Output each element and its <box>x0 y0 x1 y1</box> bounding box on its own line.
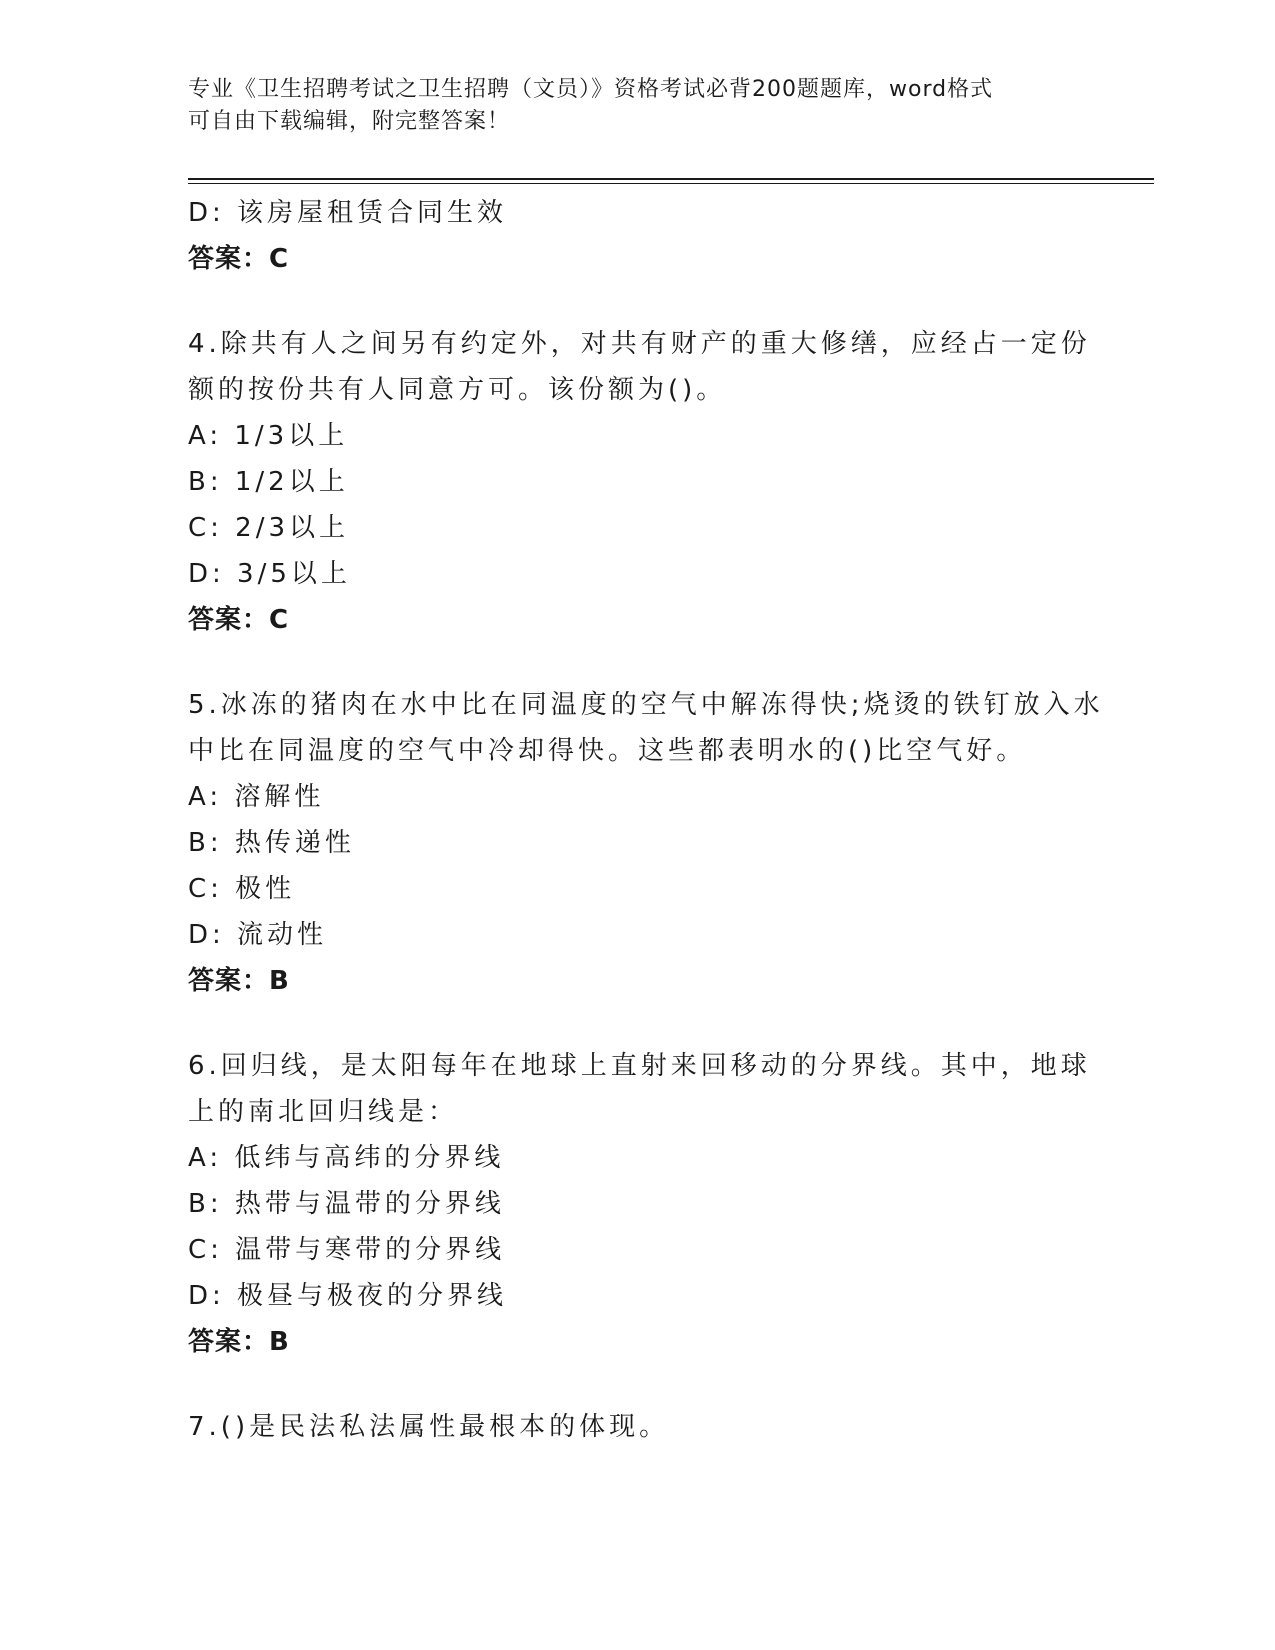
option-d: D: 3/5以上 <box>188 559 351 589</box>
option-b: B: 热带与温带的分界线 <box>188 1189 505 1219</box>
option-d: D: 该房屋租赁合同生效 <box>188 198 508 228</box>
option-a: A: 1/3以上 <box>188 421 349 451</box>
option-c: C: 2/3以上 <box>188 513 350 543</box>
answer: 答案：C <box>188 244 290 274</box>
spacer <box>188 1004 1088 1043</box>
question-stem: 7.()是民法私法属性最根本的体现。 <box>188 1412 670 1442</box>
question-stem: 5.冰冻的猪肉在水中比在同温度的空气中解冻得快;烧烫的铁钉放入水 <box>188 690 1104 720</box>
spacer <box>188 643 1088 682</box>
question-stem: 上的南北回归线是： <box>188 1097 459 1127</box>
option-c: C: 极性 <box>188 874 296 904</box>
option-d: D: 极昼与极夜的分界线 <box>188 1281 508 1311</box>
option-a: A: 溶解性 <box>188 782 325 812</box>
question-3-tail <box>188 190 1088 282</box>
option-c: C: 温带与寒带的分界线 <box>188 1235 506 1265</box>
question-4 <box>188 321 1091 643</box>
answer: 答案：B <box>188 966 290 996</box>
option-b: B: 热传递性 <box>188 828 355 858</box>
option-d: D: 流动性 <box>188 920 328 950</box>
question-stem: 中比在同温度的空气中冷却得快。这些都表明水的()比空气好。 <box>188 736 1027 766</box>
spacer <box>188 1365 1088 1404</box>
question-6 <box>188 1043 1091 1365</box>
spacer <box>188 282 1088 321</box>
question-7 <box>188 1404 1088 1450</box>
option-b: B: 1/2以上 <box>188 467 349 497</box>
option-a: A: 低纬与高纬的分界线 <box>188 1143 505 1173</box>
document-header <box>188 74 1068 138</box>
header-rule-thick <box>188 178 1154 180</box>
question-stem: 4.除共有人之间另有约定外，对共有财产的重大修缮，应经占一定份 <box>188 329 1091 359</box>
header-title-line-2: 可自由下载编辑，附完整答案！ <box>188 109 511 134</box>
answer: 答案：C <box>188 605 290 635</box>
question-5 <box>188 682 1104 1004</box>
question-stem: 额的按份共有人同意方可。该份额为()。 <box>188 375 727 405</box>
question-list <box>188 190 1104 1450</box>
question-stem: 6.回归线，是太阳每年在地球上直射来回移动的分界线。其中，地球 <box>188 1051 1091 1081</box>
answer: 答案：B <box>188 1327 290 1357</box>
header-title-line-1: 专业《卫生招聘考试之卫生招聘（文员）》资格考试必背200题题库，word格式 <box>188 77 994 102</box>
header-rule-thin <box>188 183 1154 184</box>
